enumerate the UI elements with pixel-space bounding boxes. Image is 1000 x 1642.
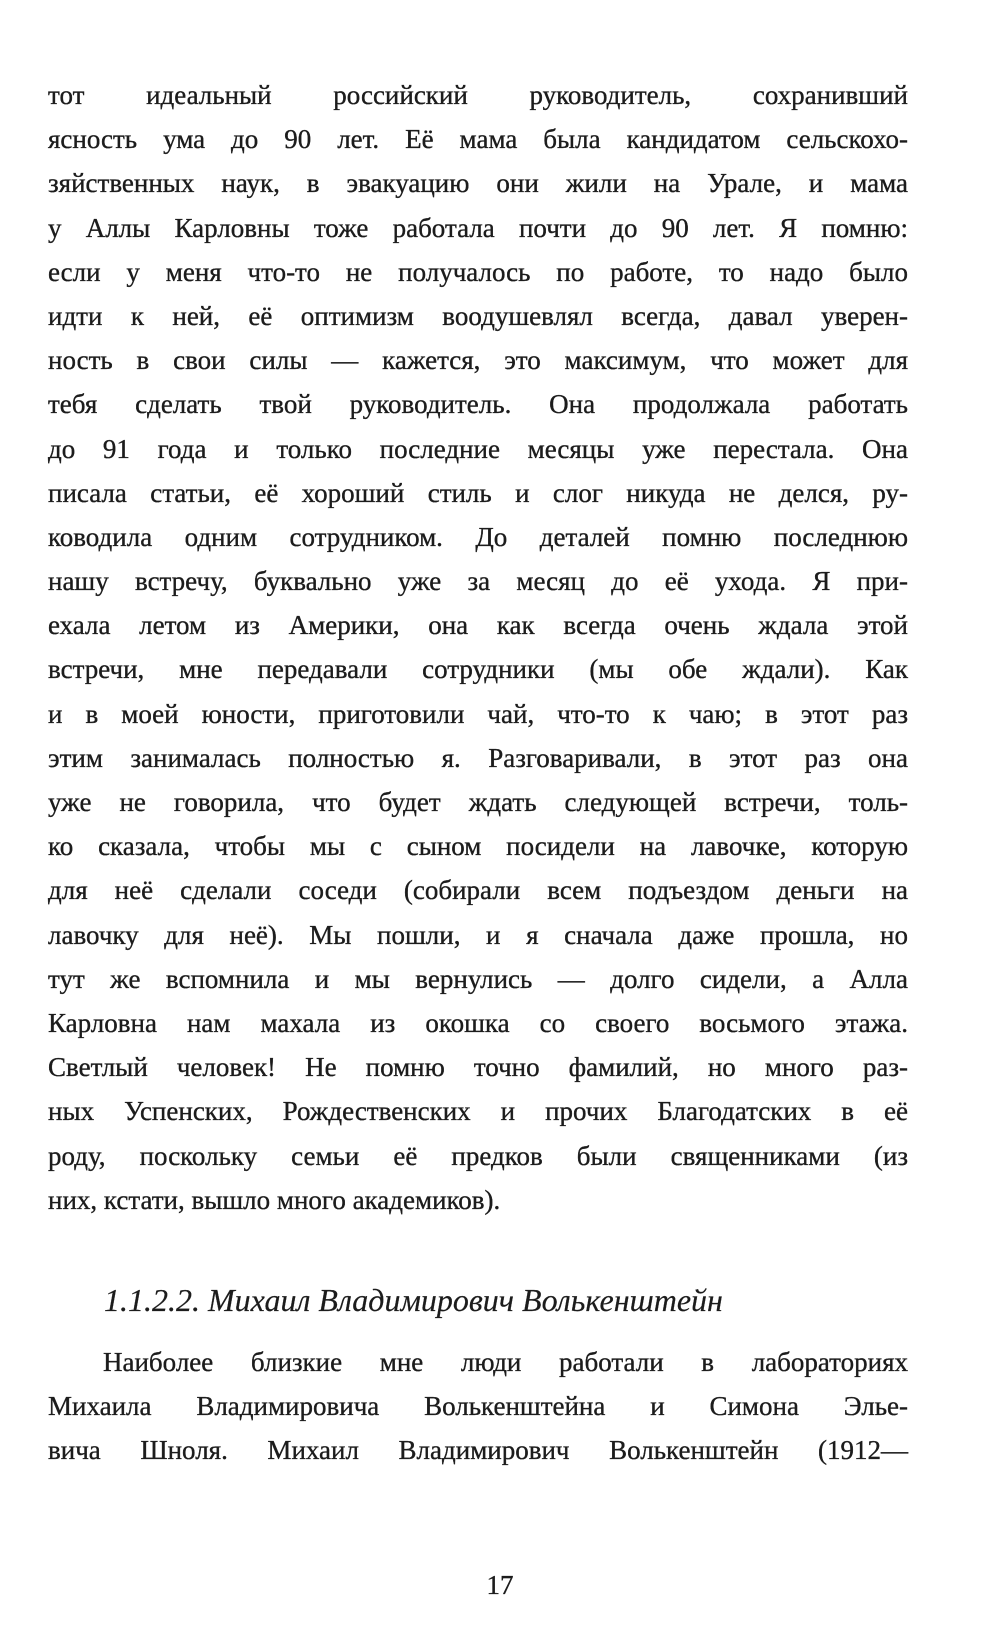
text-line: этим занималась полностью я. Разговаривали, в этот раз она xyxy=(48,742,908,773)
text-line: встречи, мне передавали сотрудники (мы обе ждали). Как xyxy=(48,654,908,685)
text-line: до 91 года и только последние месяцы уже перестала. Она xyxy=(48,433,908,464)
text-line: ководила одним сотрудником. До деталей помню последнюю xyxy=(48,521,908,552)
body-paragraph xyxy=(48,1340,908,1473)
text-line: и в моей юности, приготовили чай, что-то к чаю; в этот раз xyxy=(48,698,908,729)
text-line: для неё сделали соседи (собирали всем подъездом деньги на xyxy=(48,875,908,906)
body-paragraph xyxy=(48,73,908,1222)
text-line: писала статьи, её хороший стиль и слог никуда не делся, ру- xyxy=(48,477,908,508)
text-line: Карловна нам махала из окошка со своего восьмого этажа. xyxy=(48,1007,908,1038)
text-line: у Аллы Карловны тоже работала почти до 90 лет. Я помню: xyxy=(48,212,908,243)
text-line: зяйственных наук, в эвакуацию они жили на Урале, и мама xyxy=(48,168,908,199)
text-line: уже не говорила, что будет ждать следующей встречи, толь- xyxy=(48,787,908,817)
text-line: вича Шноля. Михаил Владимирович Волькенштейн (1912— xyxy=(48,1435,908,1466)
text-line: если у меня что-то не получалось по работе, то надо было xyxy=(48,256,908,287)
text-line: тот идеальный российский руководитель, сохранивший xyxy=(48,80,908,110)
text-line: ность в свои силы — кажется, это максимум, что может для xyxy=(48,345,908,376)
text-line: Светлый человек! Не помню точно фамилий, но много раз- xyxy=(48,1052,908,1083)
text-line: тебя сделать твой руководитель. Она продолжала работать xyxy=(48,389,908,420)
text-line: ехала летом из Америки, она как всегда очень ждала этой xyxy=(48,610,908,641)
page-number: 17 xyxy=(486,1570,514,1600)
text-line: них, кстати, вышло много академиков). xyxy=(48,1184,501,1215)
text-line: тут же вспомнила и мы вернулись — долго сидели, а Алла xyxy=(48,963,908,994)
text-line: роду, поскольку семьи её предков были священниками (из xyxy=(48,1140,908,1171)
text-line: ясность ума до 90 лет. Её мама была кандидатом сельскохо- xyxy=(48,124,908,155)
text-line: идти к ней, её оптимизм воодушевлял всегда, давал уверен- xyxy=(48,300,908,331)
text-line: Михаила Владимировича Волькенштейна и Симона Элье- xyxy=(48,1391,908,1422)
text-line: Наиболее близкие мне люди работали в лабораториях xyxy=(103,1347,908,1377)
text-line: ко сказала, чтобы мы с сыном посидели на лавочке, которую xyxy=(48,831,908,862)
text-line: лавочку для неё). Мы пошли, и я сначала даже прошла, но xyxy=(48,919,908,950)
section-heading: 1.1.2.2. Михаил Владимирович Волькенштейн xyxy=(104,1282,723,1318)
text-line: нашу встречу, буквально уже за месяц до её ухода. Я при- xyxy=(48,566,908,597)
text-line: ных Успенских, Рождественских и прочих Благодатских в её xyxy=(48,1096,908,1127)
